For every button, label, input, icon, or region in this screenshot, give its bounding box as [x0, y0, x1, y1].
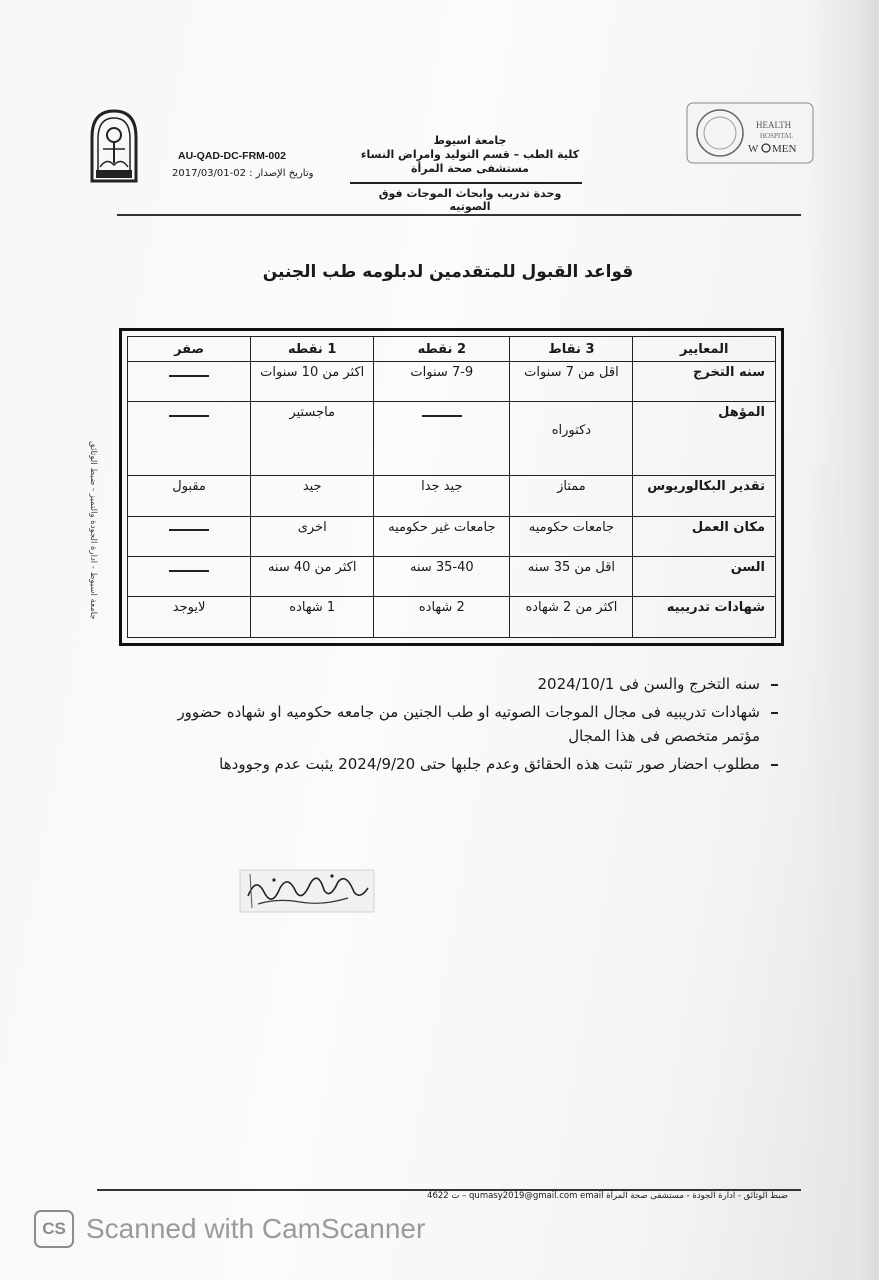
side-margin-text: جامعة اسيوط - ادارة الجودة والتميز - ضبط الوثائق — [88, 441, 98, 620]
cell-1-point: ماجستير — [251, 402, 374, 476]
cell-3-points — [510, 402, 633, 476]
list-item: مطلوب احضار صور تثبت هذه الحقائق وعدم جلبها حتى 2024/9/20 يثبت عدم وجوودها — [140, 752, 780, 776]
camscanner-watermark: Scanned with CamScanner — [86, 1213, 426, 1244]
table-row — [128, 516, 776, 556]
table-row — [128, 597, 776, 638]
admission-criteria-table — [127, 336, 776, 638]
criterion-cell: السن — [633, 557, 776, 597]
table-row — [128, 557, 776, 597]
cell-1-point: اخرى — [251, 516, 374, 556]
criterion-cell: تقدير البكالوريوس — [633, 476, 776, 516]
cell-2-points: جامعات غير حكوميه — [374, 516, 510, 556]
unit-name: وحدة تدريب وابحاث الموجات فوق الصوتيه — [378, 187, 562, 213]
university-name: جامعة اسيوط — [433, 134, 507, 147]
criterion-cell: شهادات تدريبيه — [633, 597, 776, 638]
logo-men-text: MEN — [772, 143, 797, 155]
header-3-points: 3 نقاط — [510, 337, 633, 362]
header-rule — [117, 214, 801, 216]
faculty-department: كلية الطب – قسم التوليد وامراض النساء — [360, 148, 580, 161]
cell-2-points: 7-9 سنوات — [374, 362, 510, 402]
cell-3-points: جامعات حكوميه — [510, 516, 633, 556]
table-row — [128, 402, 776, 476]
table-header-row — [128, 337, 776, 362]
header-1-point: 1 نقطه — [251, 337, 374, 362]
cell-zero — [128, 402, 251, 476]
list-item: سنه التخرج والسن فى 2024/10/1 — [140, 672, 780, 696]
criterion-cell: المؤهل — [633, 402, 776, 476]
dash-mark — [169, 570, 209, 572]
dash-mark — [169, 375, 209, 377]
signature — [238, 862, 376, 914]
table-row — [128, 362, 776, 402]
assiut-university-logo — [87, 107, 141, 183]
women-health-hospital-logo — [686, 102, 814, 164]
logo-w-text: W — [748, 143, 759, 155]
header-2-points: 2 نقطه — [374, 337, 510, 362]
criterion-cell: مكان العمل — [633, 516, 776, 556]
cell-1-point: اكثر من 40 سنه — [251, 557, 374, 597]
cell-2-points: جيد جدا — [374, 476, 510, 516]
criteria-table-frame — [119, 328, 784, 646]
cell-zero — [128, 557, 251, 597]
hospital-name: مستشفى صحة المرأة — [410, 162, 529, 175]
criterion-cell: سنه التخرج — [633, 362, 776, 402]
document-title: قواعد القبول للمتقدمين لدبلومه طب الجنين — [262, 262, 634, 282]
cell-2-points: 35-40 سنه — [374, 557, 510, 597]
issue-date: وتاريخ الإصدار : 02-2017/03/01 — [172, 168, 314, 179]
logo-health-text: HEALTH — [756, 120, 792, 130]
dash-mark — [422, 415, 462, 417]
camscanner-icon: CS — [34, 1210, 74, 1248]
list-item: شهادات تدريبيه فى مجال الموجات الصوتيه او طب الجنين من جامعه حكوميه او شهاده حضوور مؤتمر متخصص فى هذا المجال — [140, 700, 780, 748]
cell-1-point: 1 شهاده — [251, 597, 374, 638]
cell-3-points: اقل من 35 سنه — [510, 557, 633, 597]
table-row — [128, 476, 776, 516]
cell-1-point: اكثر من 10 سنوات — [251, 362, 374, 402]
logo-hospital-text: HOSPITAL — [760, 132, 794, 140]
notes-list — [140, 672, 780, 780]
cell-1-point: جيد — [251, 476, 374, 516]
dash-mark — [169, 415, 209, 417]
cell-3-points: اكثر من 2 شهاده — [510, 597, 633, 638]
cell-zero — [128, 362, 251, 402]
dash-mark — [169, 529, 209, 531]
cell-zero: مقبول — [128, 476, 251, 516]
header-criteria: المعايير — [633, 337, 776, 362]
institution-header — [360, 134, 580, 176]
cell-2-points — [374, 402, 510, 476]
footer-contact: ضبط الوثائق - ادارة الجودة - مستشفى صحة المرأة qumasy2019@gmail.com email – ت 4622 — [427, 1191, 788, 1201]
cell-zero: لايوجد — [128, 597, 251, 638]
header-underline — [350, 182, 582, 184]
form-code: AU-QAD-DC-FRM-002 — [178, 150, 286, 162]
cell-3-points: اقل من 7 سنوات — [510, 362, 633, 402]
cell-3-points-text: دكتوراه — [551, 423, 592, 439]
cell-2-points: 2 شهاده — [374, 597, 510, 638]
page-edge-shadow — [809, 0, 879, 1280]
header-zero: صفر — [128, 337, 251, 362]
cell-3-points: ممتاز — [510, 476, 633, 516]
cell-zero — [128, 516, 251, 556]
